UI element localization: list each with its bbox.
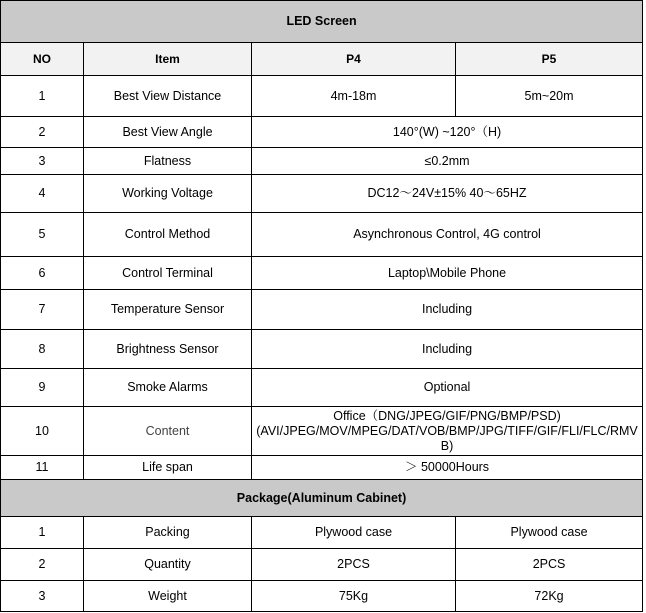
row-no: 9: [1, 369, 84, 407]
table-row: [1, 213, 643, 257]
row-value: Asynchronous Control, 4G control: [252, 213, 643, 257]
row-value-content: [252, 407, 643, 456]
row-item: Content: [84, 407, 252, 456]
table-row: [1, 369, 643, 407]
content-formats-line1: Office（DNG/JPEG/GIF/PNG/BMP/PSD): [333, 408, 561, 423]
section-header-row: [1, 1, 643, 43]
row-value: Optional: [252, 369, 643, 407]
header-p5: P5: [456, 43, 643, 76]
row-no: 4: [1, 175, 84, 213]
row-item: Control Terminal: [84, 257, 252, 290]
row-item: Packing: [84, 517, 252, 549]
row-value: Including: [252, 290, 643, 330]
table-row: [1, 117, 643, 148]
row-no: 3: [1, 581, 84, 612]
row-value: DC12～24V±15% 40～65HZ: [252, 175, 643, 213]
row-value: ＞ 50000Hours: [252, 456, 643, 480]
header-item: Item: [84, 43, 252, 76]
row-item: Flatness: [84, 148, 252, 175]
row-no: 8: [1, 330, 84, 369]
table-row: [1, 148, 643, 175]
table-row: [1, 549, 643, 581]
row-no: 10: [1, 407, 84, 456]
row-value: Laptop\Mobile Phone: [252, 257, 643, 290]
row-no: 2: [1, 117, 84, 148]
section-header-row: [1, 480, 643, 517]
row-no: 11: [1, 456, 84, 480]
table-row: [1, 257, 643, 290]
row-item: Quantity: [84, 549, 252, 581]
section-title-package: Package(Aluminum Cabinet): [1, 480, 643, 517]
row-value-p5: 72Kg: [456, 581, 643, 612]
row-item: Temperature Sensor: [84, 290, 252, 330]
table-row: [1, 517, 643, 549]
row-value-p5: 5m~20m: [456, 76, 643, 117]
row-value-p5: Plywood case: [456, 517, 643, 549]
row-value: ≤0.2mm: [252, 148, 643, 175]
row-value-p4: 75Kg: [252, 581, 456, 612]
row-no: 3: [1, 148, 84, 175]
row-item: Control Method: [84, 213, 252, 257]
row-value-p4: 4m-18m: [252, 76, 456, 117]
row-item: Best View Angle: [84, 117, 252, 148]
row-value-p4: 2PCS: [252, 549, 456, 581]
row-item: Brightness Sensor: [84, 330, 252, 369]
row-no: 2: [1, 549, 84, 581]
table-row: [1, 407, 643, 456]
content-formats-line2: (AVI/JPEG/MOV/MPEG/DAT/VOB/BMP/JPG/TIFF/GIF/FLI/FLC/RMVB): [256, 423, 638, 453]
row-item: Smoke Alarms: [84, 369, 252, 407]
row-no: 1: [1, 517, 84, 549]
table-row: [1, 330, 643, 369]
row-item: Life span: [84, 456, 252, 480]
row-value: 140°(W) ~120°（H): [252, 117, 643, 148]
row-value-p5: 2PCS: [456, 549, 643, 581]
table-row: [1, 581, 643, 612]
row-no: 6: [1, 257, 84, 290]
row-no: 1: [1, 76, 84, 117]
table-row: [1, 175, 643, 213]
table-row: [1, 290, 643, 330]
row-item: Best View Distance: [84, 76, 252, 117]
row-no: 7: [1, 290, 84, 330]
header-p4: P4: [252, 43, 456, 76]
table-row: [1, 76, 643, 117]
section-title-led-screen: LED Screen: [1, 1, 643, 43]
header-no: NO: [1, 43, 84, 76]
row-item: Weight: [84, 581, 252, 612]
row-value: Including: [252, 330, 643, 369]
row-item: Working Voltage: [84, 175, 252, 213]
table-row: [1, 456, 643, 480]
row-value-p4: Plywood case: [252, 517, 456, 549]
column-header-row: [1, 43, 643, 76]
row-no: 5: [1, 213, 84, 257]
